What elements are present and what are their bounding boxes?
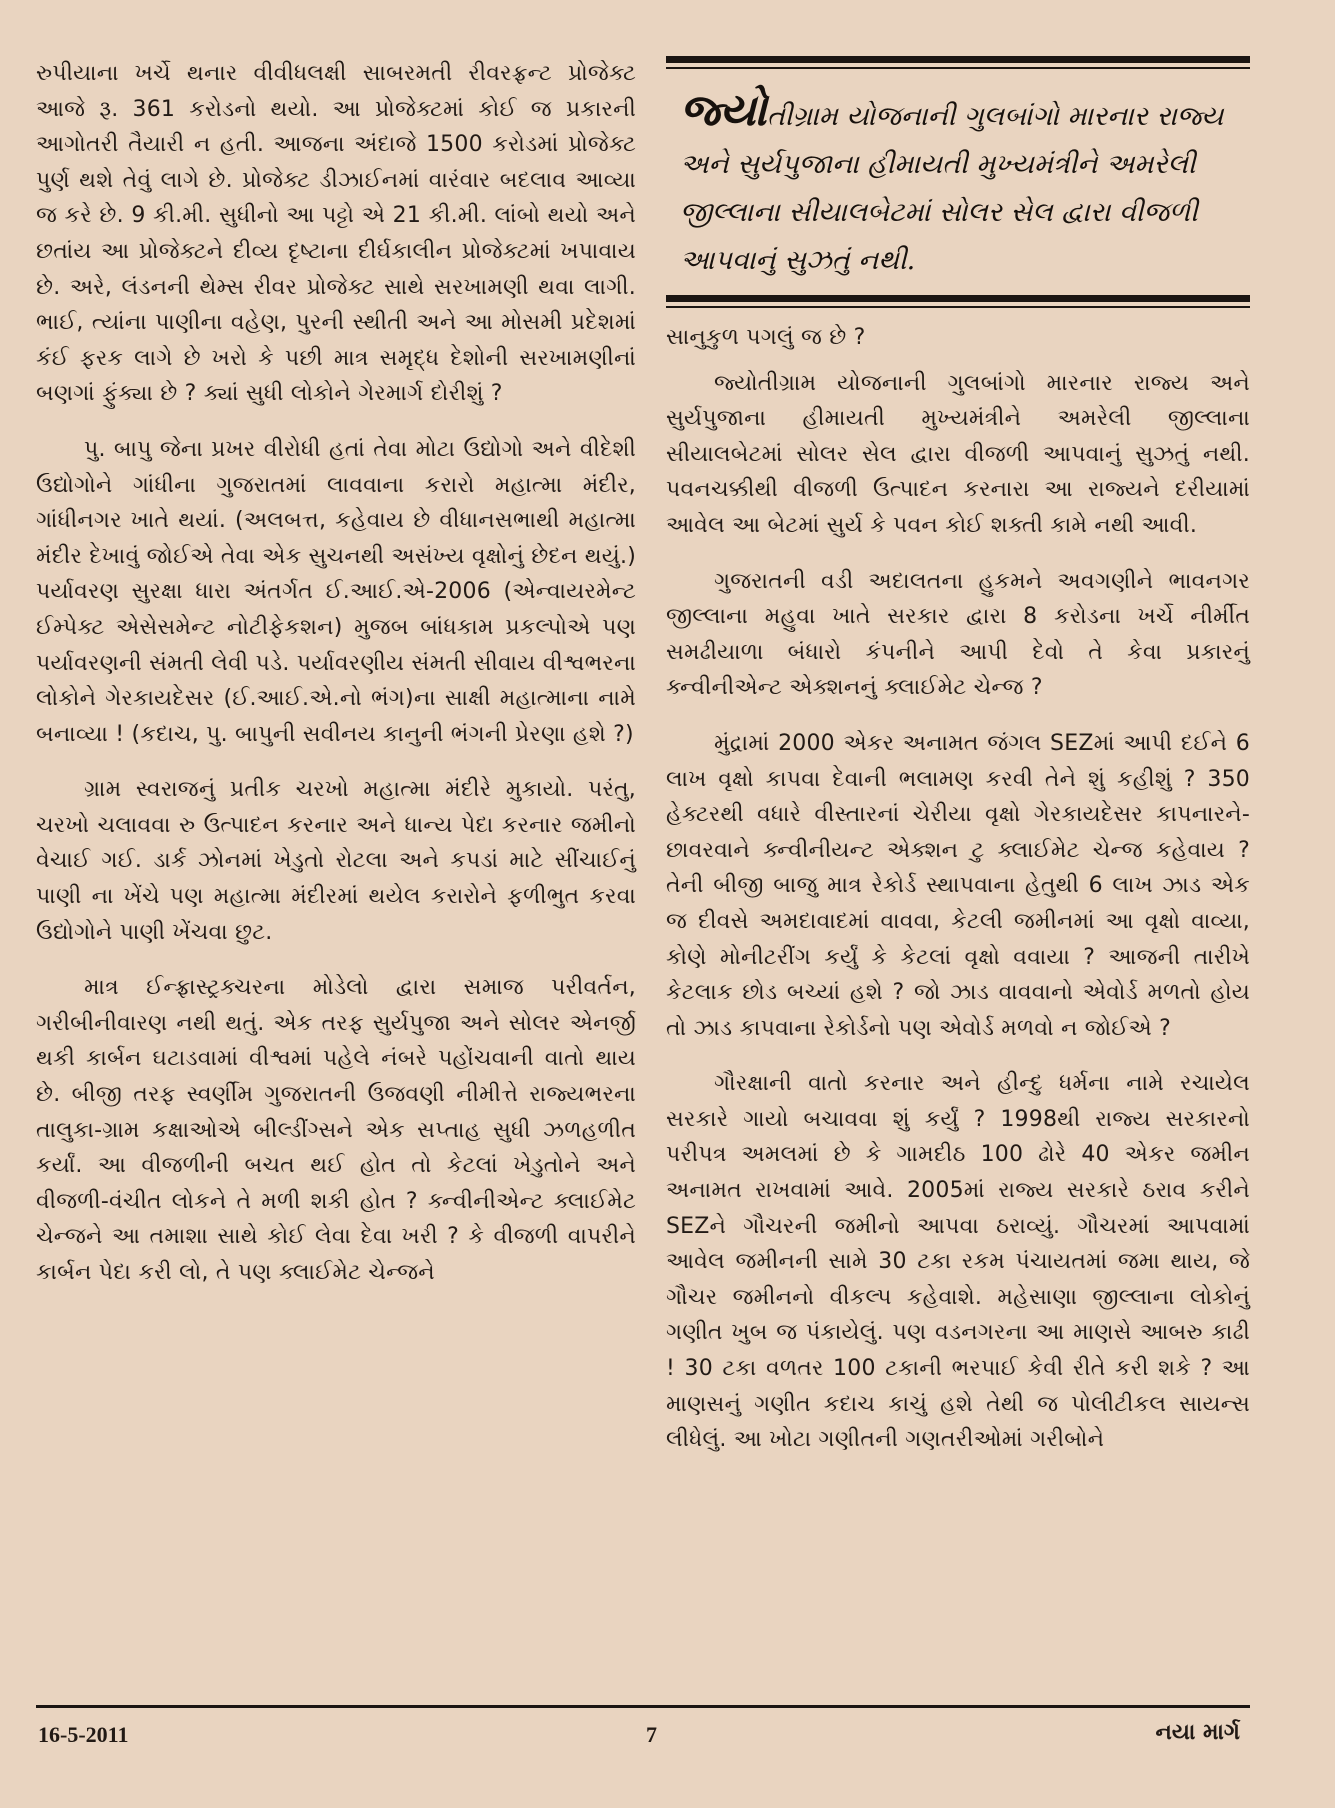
- right-column: [666, 56, 1250, 1458]
- right-paragraph-4: ગૌરક્ષાની વાતો કરનાર અને હીન્દુ ધર્મના નામે રચાયેલ સરકારે ગાયો બચાવવા શું કર્યું ? 1998થી રાજ્ય સરકારનો પરીપત્ર અમલમાં છે કે ગામદીઠ 100 ઢોરે 40 એકર જમીન અનામત રાખવામાં આવે. 2005માં રાજ્ય સરકારે ઠરાવ કરીને SEZને ગૌચરની જમીનો આપવા ઠરાવ્યું. ગૌચરમાં આપવામાં આવેલ જમીનની સામે 30 ટકા રકમ પંચાયતમાં જમા થાય, જે ગૌચર જમીનનો વીકલ્પ કહેવાશે. મહેસાણા જીલ્લાના લોકોનું ગણીત ખુબ જ પંકાયેલું. પણ વડનગરના આ માણસે આબરુ કાઢી ! 30 ટકા વળતર 100 ટકાની ભરપાઈ કેવી રીતે કરી શકે ? આ માણસનું ગણીત કદાચ કાચું હશે તેથી જ પોલીટીકલ સાયન્સ લીધેલું. આ ખોટા ગણીતની ગણતરીઓમાં ગરીબોને: [666, 1071, 1250, 1453]
- footer-date: 16-5-2011: [38, 1722, 129, 1747]
- footer-rule: [36, 1705, 1250, 1708]
- left-paragraph-1: રુપીયાના ખર્ચે થનાર વીવીધલક્ષી સાબરમતી રીવરફ્રન્ટ પ્રોજેક્ટ આજે રૂ. 361 કરોડનો થયો. આ પ્રોજેક્ટમાં કોઈ જ પ્રકારની આગોતરી તૈયારી ન હતી. આજના અંદાજે 1500 કરોડમાં પ્રોજેક્ટ પુર્ણ થશે તેવું લાગે છે. પ્રોજેક્ટ ડીઝાઈનમાં વારંવાર બદલાવ આવ્યા જ કરે છે. 9 કી.મી. સુધીનો આ પટ્ટો એ 21 કી.મી. લાંબો થયો અને છતાંય આ પ્રોજેક્ટને દીવ્ય દૃષ્ટાના દીર્ઘકાલીન પ્રોજેક્ટમાં ખપાવાય છે. અરે, લંડનની થેમ્સ રીવર પ્રોજેક્ટ સાથે સરખામણી થવા લાગી. ભાઈ, ત્યાંના પાણીના વહેણ, પુરની સ્થીતી અને આ મોસમી પ્રદેશમાં કંઈ ફરક લાગે છે ખરો કે પછી માત્ર સમૃદ્ધ દેશોની સરખામણીનાં બણગાં ફુંક્યા છે ? ક્યાં સુધી લોકોને ગેરમાર્ગ દોરીશું ?: [36, 61, 636, 407]
- right-paragraph-2: ગુજરાતની વડી અદાલતના હુકમને અવગણીને ભાવનગર જીલ્લાના મહુવા ખાતે સરકાર દ્વારા 8 કરોડના ખર્ચે નીર્મીત સમઢીયાળા બંધારો કંપનીને આપી દેવો તે કેવા પ્રકારનું ક્ન્વીનીએન્ટ એક્શનનું ક્લાઈમેટ ચેન્જ ?: [666, 568, 1250, 701]
- pullquote-bottom-rule: [666, 295, 1250, 302]
- right-paragraph-3: મુંદ્રામાં 2000 એકર અનામત જંગલ SEZમાં આપી દઈને 6 લાખ વૃક્ષો કાપવા દેવાની ભલામણ કરવી તેને શું કહીશું ? 350 હેક્ટરથી વધારે વીસ્તારનાં ચેરીયા વૃક્ષો ગેરકાયદેસર કાપનારને-છાવરવાને ક્ન્વીનીયન્ટ એક્શન ટુ ક્લાઈમેટ ચેન્જ કહેવાય ? તેની બીજી બાજુ માત્ર રેકોર્ડ સ્થાપવાના હેતુથી 6 લાખ ઝાડ એક જ દીવસે અમદાવાદમાં વાવવા, કેટલી જમીનમાં આ વૃક્ષો વાવ્યા, કોણે મોનીટરીંગ કર્યું કે કેટલાં વૃક્ષો વવાયા ? આજની તારીખે કેટલાક છોડ બચ્યાં હશે ? જો ઝાડ વાવવાનો એવોર્ડ મળતો હોય તો ઝાડ કાપવાના રેકોર્ડનો પણ એવોર્ડ મળવો ન જોઈએ ?: [666, 730, 1250, 1041]
- pullquote-box: [666, 56, 1250, 308]
- page-footer: [36, 1705, 1250, 1756]
- right-paragraph-0: સાનુકુળ પગલું જ છે ?: [666, 325, 866, 350]
- right-paragraph-1: જ્યોતીગ્રામ યોજનાની ગુલબાંગો મારનાર રાજ્ય અને સુર્યપુજાના હીમાયતી મુખ્યમંત્રીને અમરેલી જીલ્લાના સીયાલબેટમાં સોલર સેલ દ્વારા વીજળી આપવાનું સુઝતું નથી. પવનચક્કીથી વીજળી ઉત્પાદન કરનારા આ રાજ્યને દરીયામાં આવેલ આ બેટમાં સુર્ય કે પવન કોઈ શક્તી કામે નથી આવી.: [666, 370, 1250, 538]
- pullquote-bottom-rule-thin: [666, 306, 1250, 308]
- pullquote: [666, 69, 1250, 295]
- footer-page-number: 7: [646, 1722, 657, 1747]
- pullquote-top-rule: [666, 56, 1250, 63]
- left-paragraph-2: પુ. બાપુ જેના પ્રખર વીરોધી હતાં તેવા મોટા ઉદ્યોગો અને વીદેશી ઉદ્યોગોને ગાંધીના ગુજરાતમાં લાવવાના કરારો મહાત્મા મંદીર, ગાંધીનગર ખાતે થયાં. (અલબત્ત, કહેવાય છે વીધાનસભાથી મહાત્મા મંદીર દેખાવું જોઈએ તેવા એક સુચનથી અસંખ્ય વૃક્ષોનું છેદન થયું.) પર્યાવરણ સુરક્ષા ધારા અંતર્ગત ઈ.આઈ.એ-2006 (એન્વાયરમેન્ટ ઈમ્પેક્ટ એસેસમેન્ટ નોટીફેકશન) મુજબ બાંધકામ પ્રકલ્પોએ પણ પર્યાવરણની સંમતી લેવી પડે. પર્યાવરણીય સંમતી સીવાય વીશ્વભરના લોકોને ગેરકાયદેસર (ઈ.આઈ.એ.નો ભંગ)ના સાક્ષી મહાત્માના નામે બનાવ્યા ! (કદાચ, પુ. બાપુની સવીનય કાનુની ભંગની પ્રેરણા હશે ?): [36, 436, 636, 747]
- pullquote-drop-letters: જ્યો: [680, 85, 767, 136]
- left-column: [36, 56, 636, 1291]
- footer-publication-name: નયા માર્ગ: [1155, 1720, 1240, 1745]
- left-paragraph-4: માત્ર ઈન્ફ્રાસ્ટ્રક્ચરના મોડેલો દ્વારા સમાજ પરીવર્તન, ગરીબીનીવારણ નથી થતું. એક તરફ સુર્યપુજા અને સોલર એનર્જી થકી કાર્બન ઘટાડવામાં વીશ્વમાં પહેલે નંબરે પહોંચવાની વાતો થાય છે. બીજી તરફ સ્વર્ણીમ ગુજરાતની ઉજવણી નીમીત્તે રાજ્યભરના તાલુકા-ગ્રામ કક્ષાઓએ બીલ્ડીંગ્સને એક સપ્તાહ સુધી ઝળહળીત કર્યાં. આ વીજળીની બચત થઈ હોત તો કેટલાં ખેડુતોને અને વીજળી-વંચીત લોકને તે મળી શકી હોત ? ક્ન્વીનીએન્ટ ક્લાઈમેટ ચેન્જને આ તમાશા સાથે કોઈ લેવા દેવા ખરી ? કે વીજળી વાપરીને કાર્બન પેદા કરી લો, તે પણ ક્લાઈમેટ ચેન્જને: [36, 975, 636, 1285]
- left-paragraph-3: ગ્રામ સ્વરાજનું પ્રતીક ચરખો મહાત્મા મંદીરે મુકાયો. પરંતુ, ચરખો ચલાવવા રુ ઉત્પાદન કરનાર અને ધાન્ય પેદા કરનાર જમીનો વેચાઈ ગઈ. ડાર્ક ઝોનમાં ખેડુતો રોટલા અને કપડાં માટે સીંચાઈનું પાણી ના ખેંચે પણ મહાત્મા મંદીરમાં થયેલ કરારોને ફળીભુત કરવા ઉદ્યોગોને પાણી ખેંચવા છુટ.: [36, 777, 636, 945]
- pullquote-text: તીગ્રામ યોજનાની ગુલબાંગો મારનાર રાજ્ય અને સુર્યપુજાના હીમાયતી મુખ્યમંત્રીને અમરેલી જીલ્લાના સીયાલબેટમાં સોલર સેલ દ્વારા વીજળી આપવાનું સુઝતું નથી.: [680, 101, 1224, 276]
